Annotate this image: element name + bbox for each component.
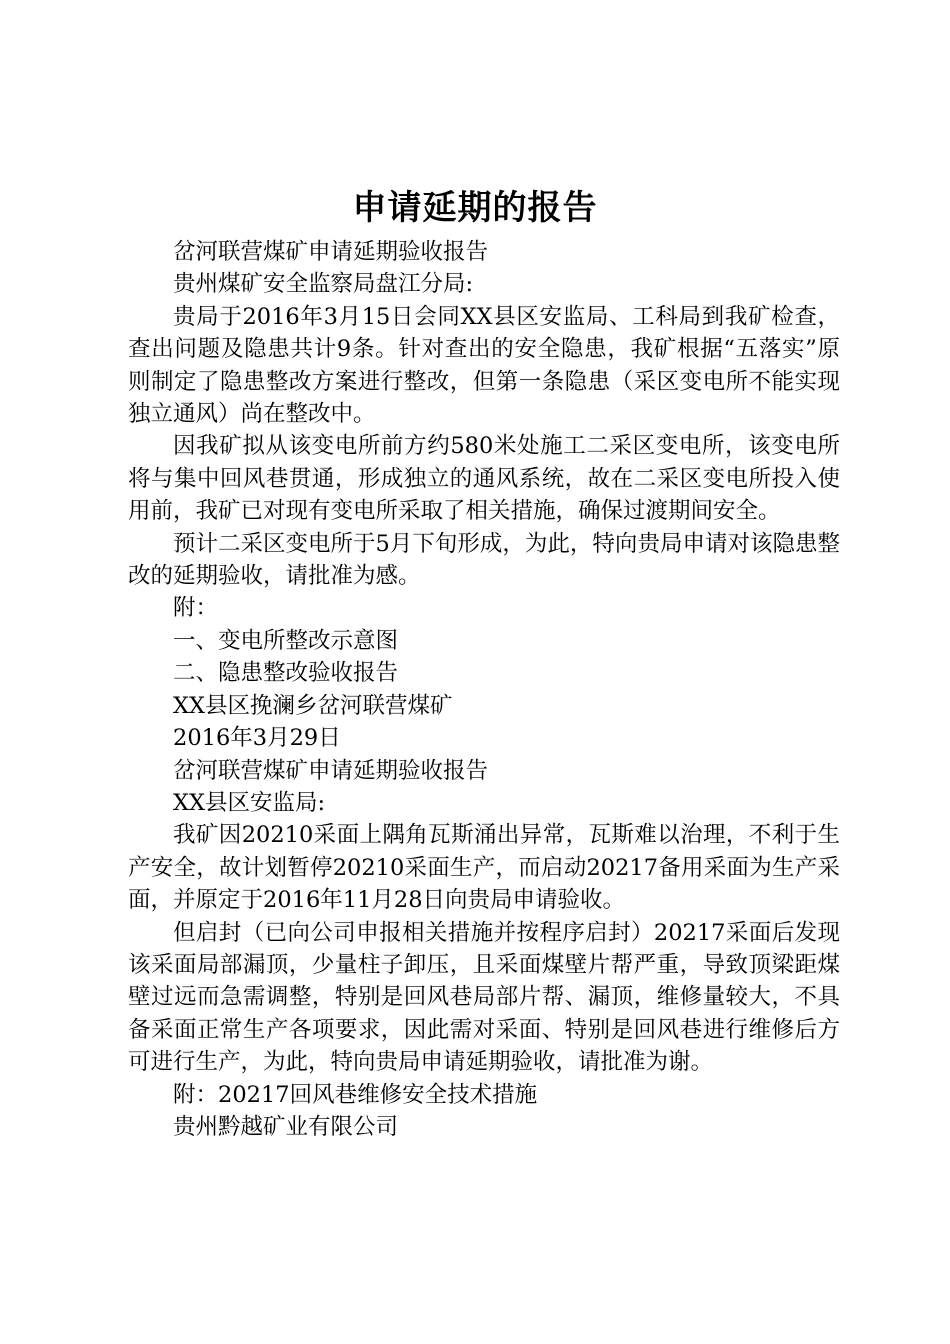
attachment-line-2: 附：20217回风巷维修安全技术措施 — [173, 1081, 538, 1108]
document-body — [128, 236, 840, 1143]
addressee-line-2: XX县区安监局: — [173, 789, 326, 816]
attachment-label: 附： — [173, 595, 219, 622]
body-paragraph-2: 因我矿拟从该变电所前方约580米处施工二采区变电所，该变电所将与集中回风巷贯通，形成独立的通风系统，故在二采区变电所投入使用前，我矿已对现有变电所采取了相关措施，确保过渡期间安全。 — [128, 433, 840, 525]
document-title: 申请延期的报告 — [352, 188, 598, 228]
signature-organization-1: XX县区挽澜乡岔河联营煤矿 — [173, 692, 453, 719]
body-paragraph-1: 贵局于2016年3月15日会同XX县区安监局、工科局到我矿检查，查出问题及隐患共计9条。针对查出的安全隐患，我矿根据“五落实”原则制定了隐患整改方案进行整改，但第一条隐患（采区变电所不能实现独立通风）尚在整改中。 — [128, 303, 840, 428]
attachment-item-1: 一、变电所整改示意图 — [173, 627, 399, 654]
signature-date-1: 2016年3月29日 — [173, 725, 341, 752]
signature-organization-2: 贵州黔越矿业有限公司 — [173, 1113, 399, 1140]
body-paragraph-4: 我矿因20210采面上隅角瓦斯涌出异常，瓦斯难以治理，不利于生产安全，故计划暂停20210采面生产，而启动20217备用采面为生产采面，并原定于2016年11月28日向贵局申请验收。 — [128, 822, 840, 914]
body-paragraph-3: 预计二采区变电所于5月下旬形成，为此，特向贵局申请对该隐患整改的延期验收，请批准为感。 — [128, 530, 840, 590]
heading-line-1: 岔河联营煤矿申请延期验收报告 — [173, 239, 489, 265]
attachment-item-2: 二、隐患整改验收报告 — [173, 660, 399, 687]
body-paragraph-5: 但启封（已向公司申报相关措施并按程序启封）20217采面后发现该采面局部漏顶，少量柱子卸压，且采面煤壁片帮严重，导致顶梁距煤壁过远而急需调整，特别是回风巷局部片帮、漏顶，维修量较大，不具备采面正常生产各项要求，因此需对采面、特别是回风巷进行维修后方可进行生产，为此，特向贵局申请延期验收，请批准为谢。 — [128, 919, 840, 1076]
heading-line-2: 岔河联营煤矿申请延期验收报告 — [173, 757, 489, 784]
addressee-line-1: 贵州煤矿安全监察局盘江分局: — [173, 271, 474, 298]
